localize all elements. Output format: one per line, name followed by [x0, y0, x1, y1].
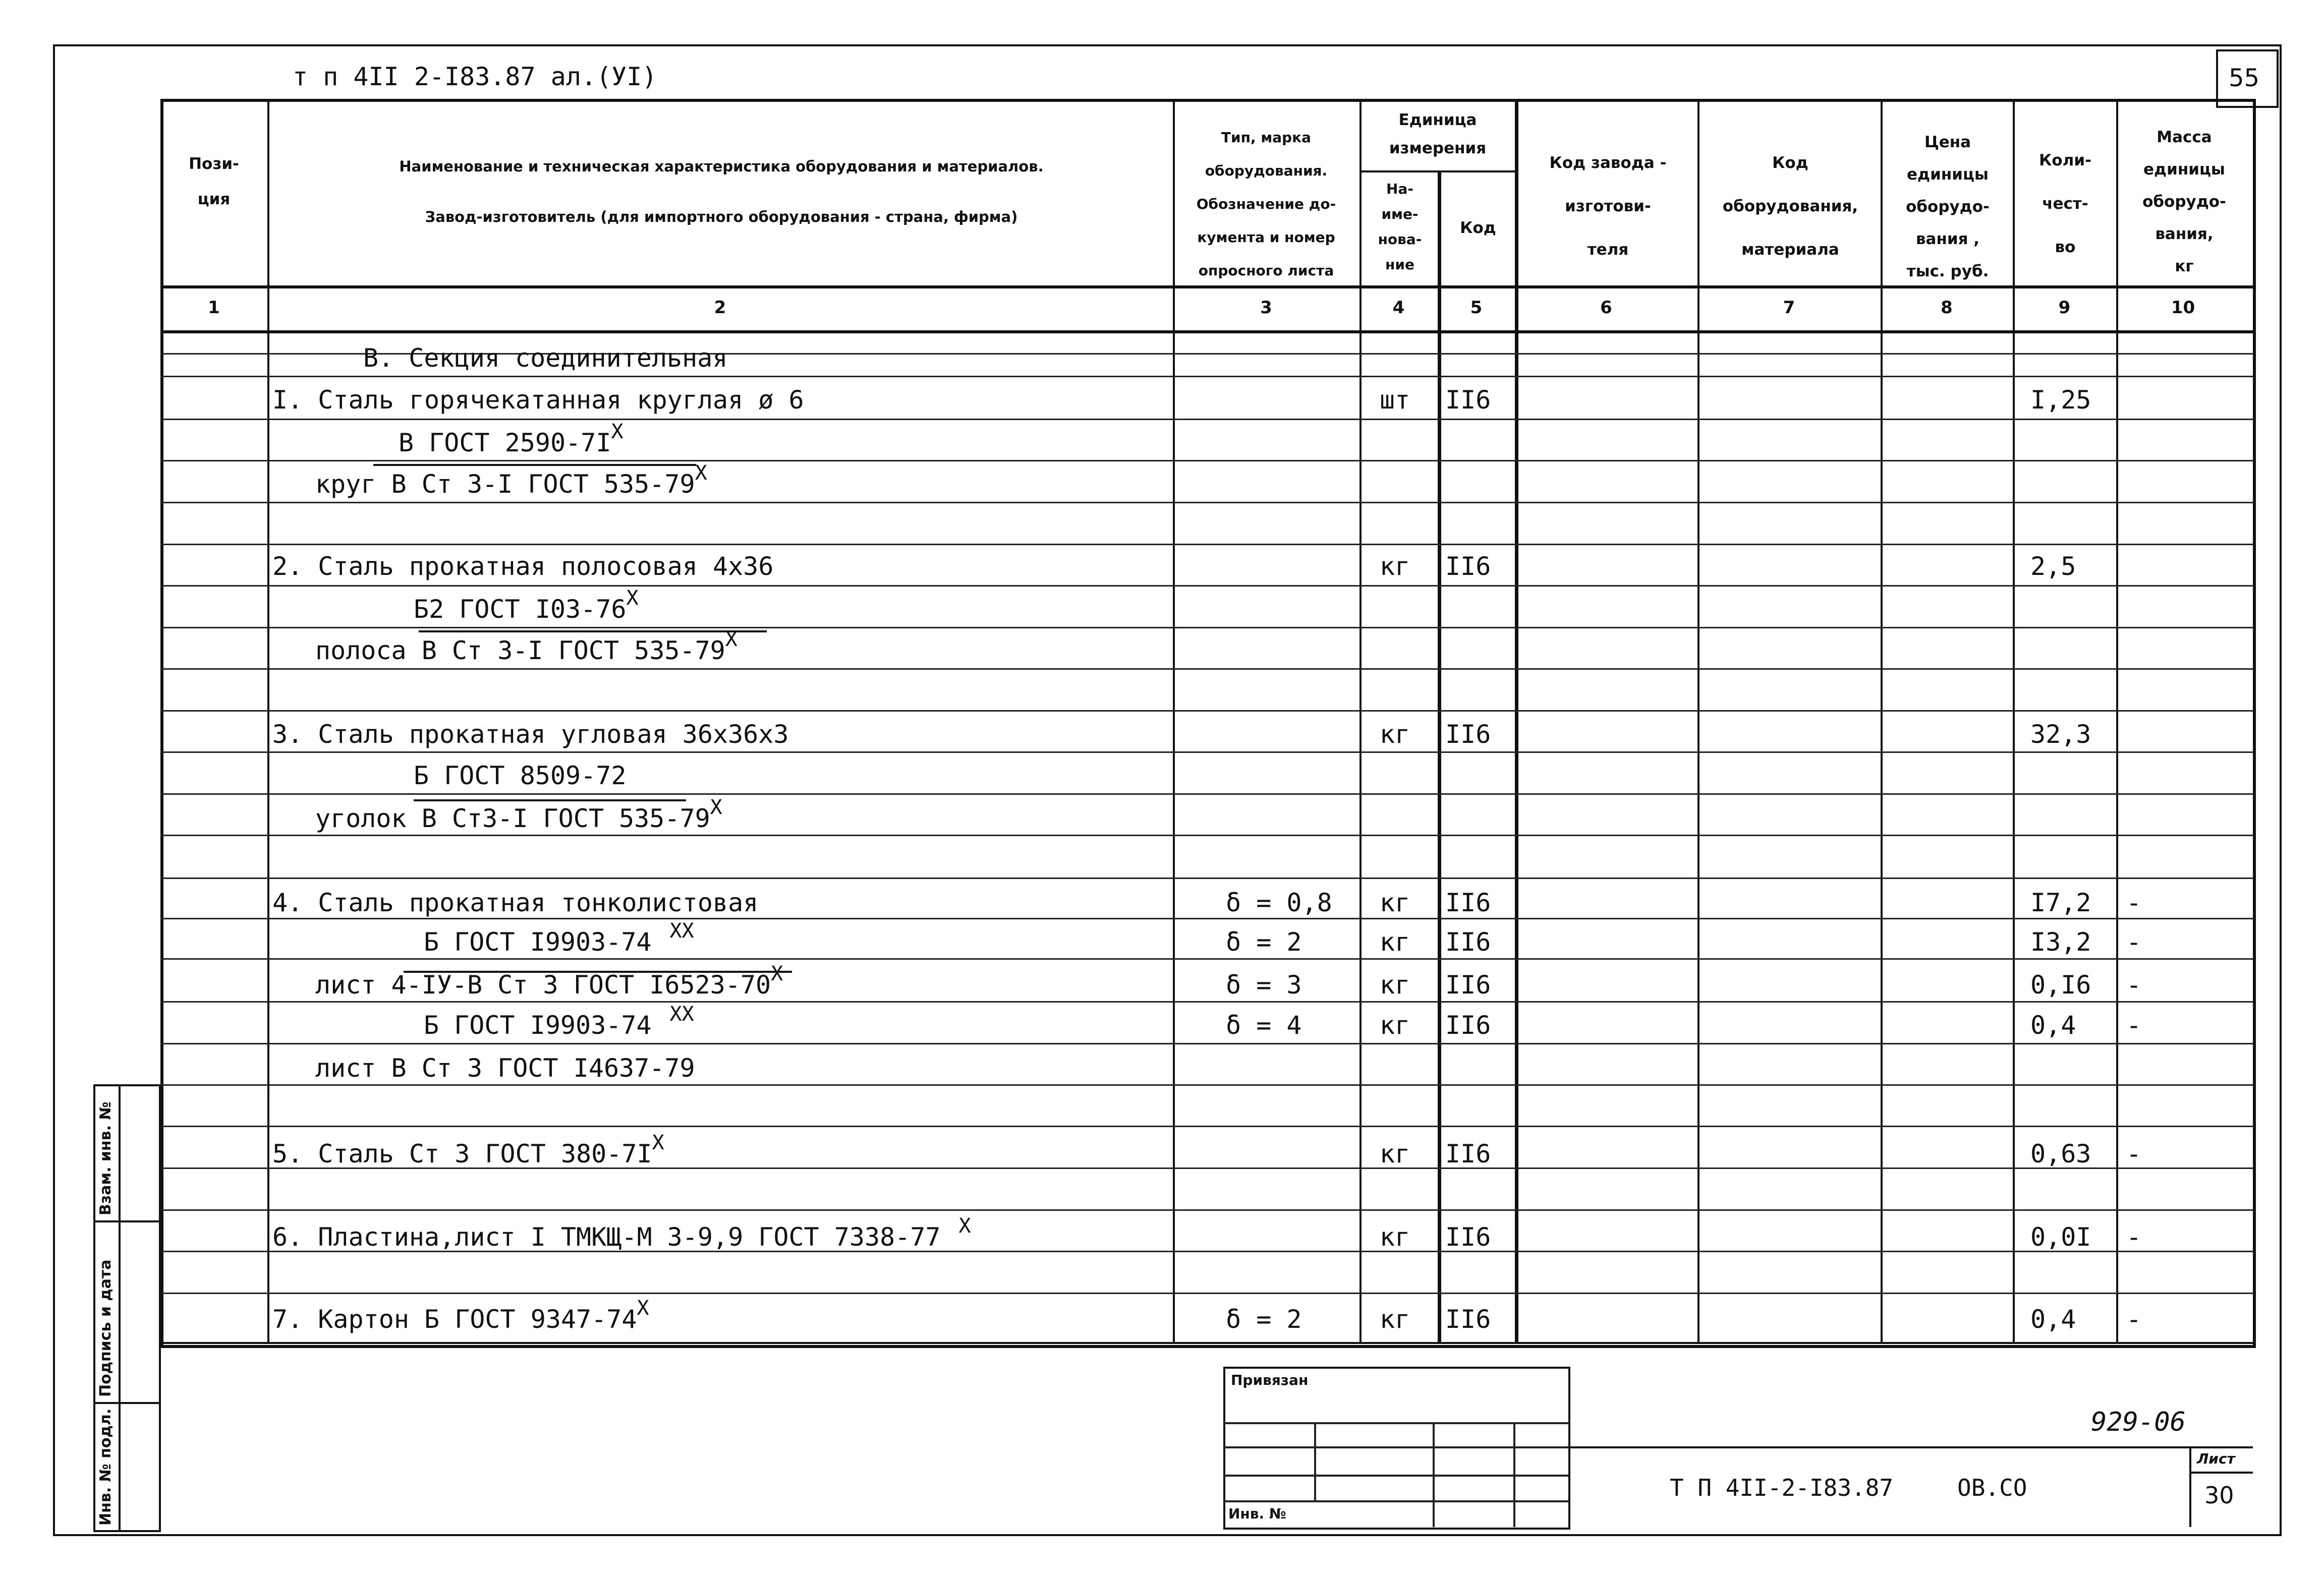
colnum-bottom-line: [160, 330, 2253, 333]
colnum-5: 5: [1470, 298, 1483, 318]
col-line-4: [1438, 170, 1441, 1342]
unit-group-line: [1359, 170, 1515, 172]
privyazan-label: Привязан: [1231, 1372, 1309, 1388]
privyazan-vline-1: [1314, 1422, 1316, 1500]
colnum-8: 8: [1941, 298, 1953, 318]
title-block-line: [1566, 1446, 2253, 1448]
row-code: II6: [1445, 720, 1491, 749]
header-col8: Цена единицы оборудо- вания , тыс. руб.: [1906, 133, 1990, 280]
col-line-8: [2013, 99, 2015, 1342]
sheet-number: 30: [2204, 1482, 2234, 1509]
row-code: II6: [1445, 385, 1491, 415]
row-name-superscript: X: [637, 1297, 649, 1320]
row-quantity: 2,5: [2030, 552, 2076, 581]
row-name-superscript: X: [710, 796, 722, 819]
row-code: II6: [1445, 552, 1491, 581]
colnum-3: 3: [1260, 298, 1272, 318]
row-divider: [160, 376, 2253, 377]
row-name: Б ГОСТ I9903-74 $^{XX}$: [424, 919, 694, 957]
header-col7: Код оборудования, материала: [1722, 154, 1858, 259]
row-code: II6: [1445, 1222, 1491, 1252]
underline-4: [404, 971, 792, 973]
row-quantity: 0,4: [2030, 1011, 2076, 1040]
privyazan-line-1: [1223, 1422, 1568, 1424]
underline-2: [419, 630, 767, 632]
row-divider: [160, 460, 2253, 461]
col-line-1: [267, 99, 269, 1342]
colnum-10: 10: [2171, 298, 2195, 318]
row-divider: [160, 1043, 2253, 1044]
colnum-9: 9: [2058, 298, 2071, 318]
sheet-box-mid-line: [2189, 1472, 2253, 1474]
row-name-superscript: X: [771, 962, 783, 985]
row-name: 3. Сталь прокатная угловая 36х36х3: [272, 720, 789, 749]
row-mass: -: [2126, 927, 2142, 957]
page-number: 55: [2229, 64, 2260, 92]
row-type: δ = 2: [1226, 1305, 1302, 1334]
row-name: Б2 ГОСТ $I03-76^X$: [414, 587, 639, 624]
col-line-3: [1359, 99, 1362, 1342]
underline-1: [373, 464, 696, 466]
row-name: лист 4-IУ-В Ст 3 ГОСТ $I6523-70^X$: [315, 962, 783, 1000]
colnum-6: 6: [1600, 298, 1612, 318]
header-col10: Масса единицы оборудо- вания, кг: [2142, 128, 2226, 275]
row-name-superscript: XX: [669, 1003, 694, 1026]
header-col1: Пози- ция: [189, 155, 239, 208]
row-divider: [160, 419, 2253, 420]
doc-code-bottom: Т П 4II-2-I83.87: [1670, 1474, 1894, 1501]
privyazan-line-2: [1223, 1446, 1568, 1448]
row-unit: кг: [1380, 927, 1410, 957]
row-unit: кг: [1380, 1011, 1410, 1040]
row-divider: [160, 1293, 2253, 1294]
privyazan-line-4: [1223, 1500, 1568, 1502]
header-col2: Наименование и техническая характеристика оборудования и материалов. Завод-изготовитель (для импортного оборудования - страна, фирма): [399, 158, 1044, 225]
row-quantity: 0,I6: [2030, 970, 2091, 1000]
row-mass: -: [2126, 1305, 2142, 1334]
inv-no-label: Инв. №: [1228, 1505, 1286, 1522]
row-divider: [160, 544, 2253, 545]
row-name-superscript: X: [695, 461, 707, 485]
header-col4: На- име- нова- ние: [1378, 181, 1422, 273]
row-name-superscript: X: [958, 1214, 971, 1238]
row-divider: [160, 1126, 2253, 1127]
row-divider: [160, 751, 2253, 753]
row-name: Б ГОСТ I9903-74 $^{XX}$: [424, 1003, 694, 1040]
row-divider: [160, 585, 2253, 587]
row-divider: [160, 627, 2253, 628]
row-mass: -: [2126, 888, 2142, 917]
row-divider: [160, 668, 2253, 670]
row-type: δ = 0,8: [1226, 888, 1332, 917]
side-strip-divider: [119, 1084, 121, 1530]
sheet-box-line: [2189, 1446, 2191, 1527]
row-name: полоса В Ст 3-I ГОСТ $535-79^X$: [315, 628, 738, 665]
row-name: В. Секция соединительная: [363, 343, 728, 373]
row-unit: кг: [1380, 1139, 1410, 1168]
row-divider: [160, 793, 2253, 795]
archive-number: 929-06: [2091, 1407, 2186, 1437]
header-col5: Код: [1460, 219, 1496, 237]
privyazan-vline-3: [1513, 1422, 1515, 1527]
row-code: II6: [1445, 1011, 1491, 1040]
sheet-label: Лист: [2197, 1450, 2235, 1467]
row-name: I. Сталь горячекатанная круглая ø 6: [272, 385, 804, 415]
row-name: В ГОСТ $2590-7I^X$: [399, 420, 623, 457]
row-mass: -: [2126, 1139, 2142, 1168]
row-name: 4. Сталь прокатная тонколистовая: [272, 888, 759, 917]
section-code: ОВ.СО: [1957, 1474, 2027, 1501]
row-mass: -: [2126, 1011, 2142, 1040]
row-code: II6: [1445, 888, 1491, 917]
privyazan-line-3: [1223, 1475, 1568, 1477]
row-name-superscript: X: [626, 587, 639, 610]
header-unit-group: Единица измерения: [1389, 111, 1487, 157]
colnum-1: 1: [208, 298, 220, 318]
row-mass: -: [2126, 970, 2142, 1000]
row-type: δ = 3: [1226, 970, 1302, 1000]
row-name: 5. Сталь Ст 3 ГОСТ $380-7I^X$: [272, 1131, 664, 1168]
row-divider: [160, 1209, 2253, 1211]
row-name: уголок В Ст3-I ГОСТ $535-79^X$: [315, 796, 722, 833]
row-name: лист В Ст 3 ГОСТ I4637-79: [315, 1054, 695, 1083]
row-type: δ = 4: [1226, 1011, 1302, 1040]
side-label-inv: Инв. № подл.: [97, 1408, 115, 1526]
row-type: δ = 2: [1226, 927, 1302, 957]
row-name-superscript: X: [611, 420, 623, 443]
row-code: II6: [1445, 970, 1491, 1000]
row-divider: [160, 502, 2253, 503]
row-name-superscript: X: [725, 628, 738, 651]
col-line-6: [1697, 99, 1699, 1342]
side-label-podpis: Подпись и дата: [97, 1259, 115, 1397]
doc-code-top: т п 4II 2-I83.87 ал.(УI): [293, 62, 657, 91]
header-col3: Тип, марка оборудования. Обозначение до- кумента и номер опросного листа: [1196, 129, 1336, 279]
row-name: Б ГОСТ 8509-72: [414, 761, 627, 790]
row-name: 2. Сталь прокатная полосовая 4х36: [272, 552, 774, 581]
colnum-4: 4: [1392, 298, 1405, 318]
row-name-superscript: X: [652, 1131, 664, 1154]
side-label-vzam: Взам. инв. №: [97, 1101, 115, 1215]
row-unit: кг: [1380, 720, 1410, 749]
colnum-7: 7: [1783, 298, 1795, 318]
row-name: 6. Пластина,лист I ТМКЩ-М 3-9,9 ГОСТ 7338-77 $^X$: [272, 1214, 971, 1252]
row-unit: кг: [1380, 1222, 1410, 1252]
side-strip-line-2: [93, 1402, 159, 1404]
row-divider: [160, 918, 2253, 919]
header-col6: Код завода - изготови- теля: [1549, 154, 1667, 259]
row-name-superscript: XX: [669, 919, 694, 943]
row-quantity: I3,2: [2030, 927, 2091, 957]
row-name: 7. Картон Б ГОСТ $9347-74^X$: [272, 1297, 649, 1334]
col-line-9: [2116, 99, 2118, 1342]
row-quantity: 32,3: [2030, 720, 2091, 749]
stamp-top-line: [160, 1342, 2253, 1344]
row-unit: шт: [1380, 385, 1410, 415]
col-line-5: [1515, 99, 1518, 1342]
row-quantity: I7,2: [2030, 888, 2091, 917]
row-quantity: 0,4: [2030, 1305, 2076, 1334]
row-code: II6: [1445, 1139, 1491, 1168]
row-name: круг В Ст 3-I ГОСТ $535-79^X$: [315, 461, 707, 499]
colnum-2: 2: [714, 298, 726, 318]
row-quantity: I,25: [2030, 385, 2091, 415]
row-divider: [160, 710, 2253, 712]
row-divider: [160, 1084, 2253, 1086]
row-mass: -: [2126, 1222, 2142, 1252]
row-unit: кг: [1380, 1305, 1410, 1334]
row-quantity: 0,0I: [2030, 1222, 2091, 1252]
underline-3: [414, 799, 686, 801]
col-line-2: [1173, 99, 1175, 1342]
privyazan-vline-2: [1433, 1422, 1435, 1527]
row-unit: кг: [1380, 970, 1410, 1000]
row-divider: [160, 878, 2253, 879]
side-strip-line-1: [93, 1220, 159, 1222]
row-code: II6: [1445, 1305, 1491, 1334]
header-col9: Коли- чест- во: [2039, 151, 2091, 256]
row-quantity: 0,63: [2030, 1139, 2091, 1168]
row-unit: кг: [1380, 552, 1410, 581]
row-unit: кг: [1380, 888, 1410, 917]
row-code: II6: [1445, 927, 1491, 957]
